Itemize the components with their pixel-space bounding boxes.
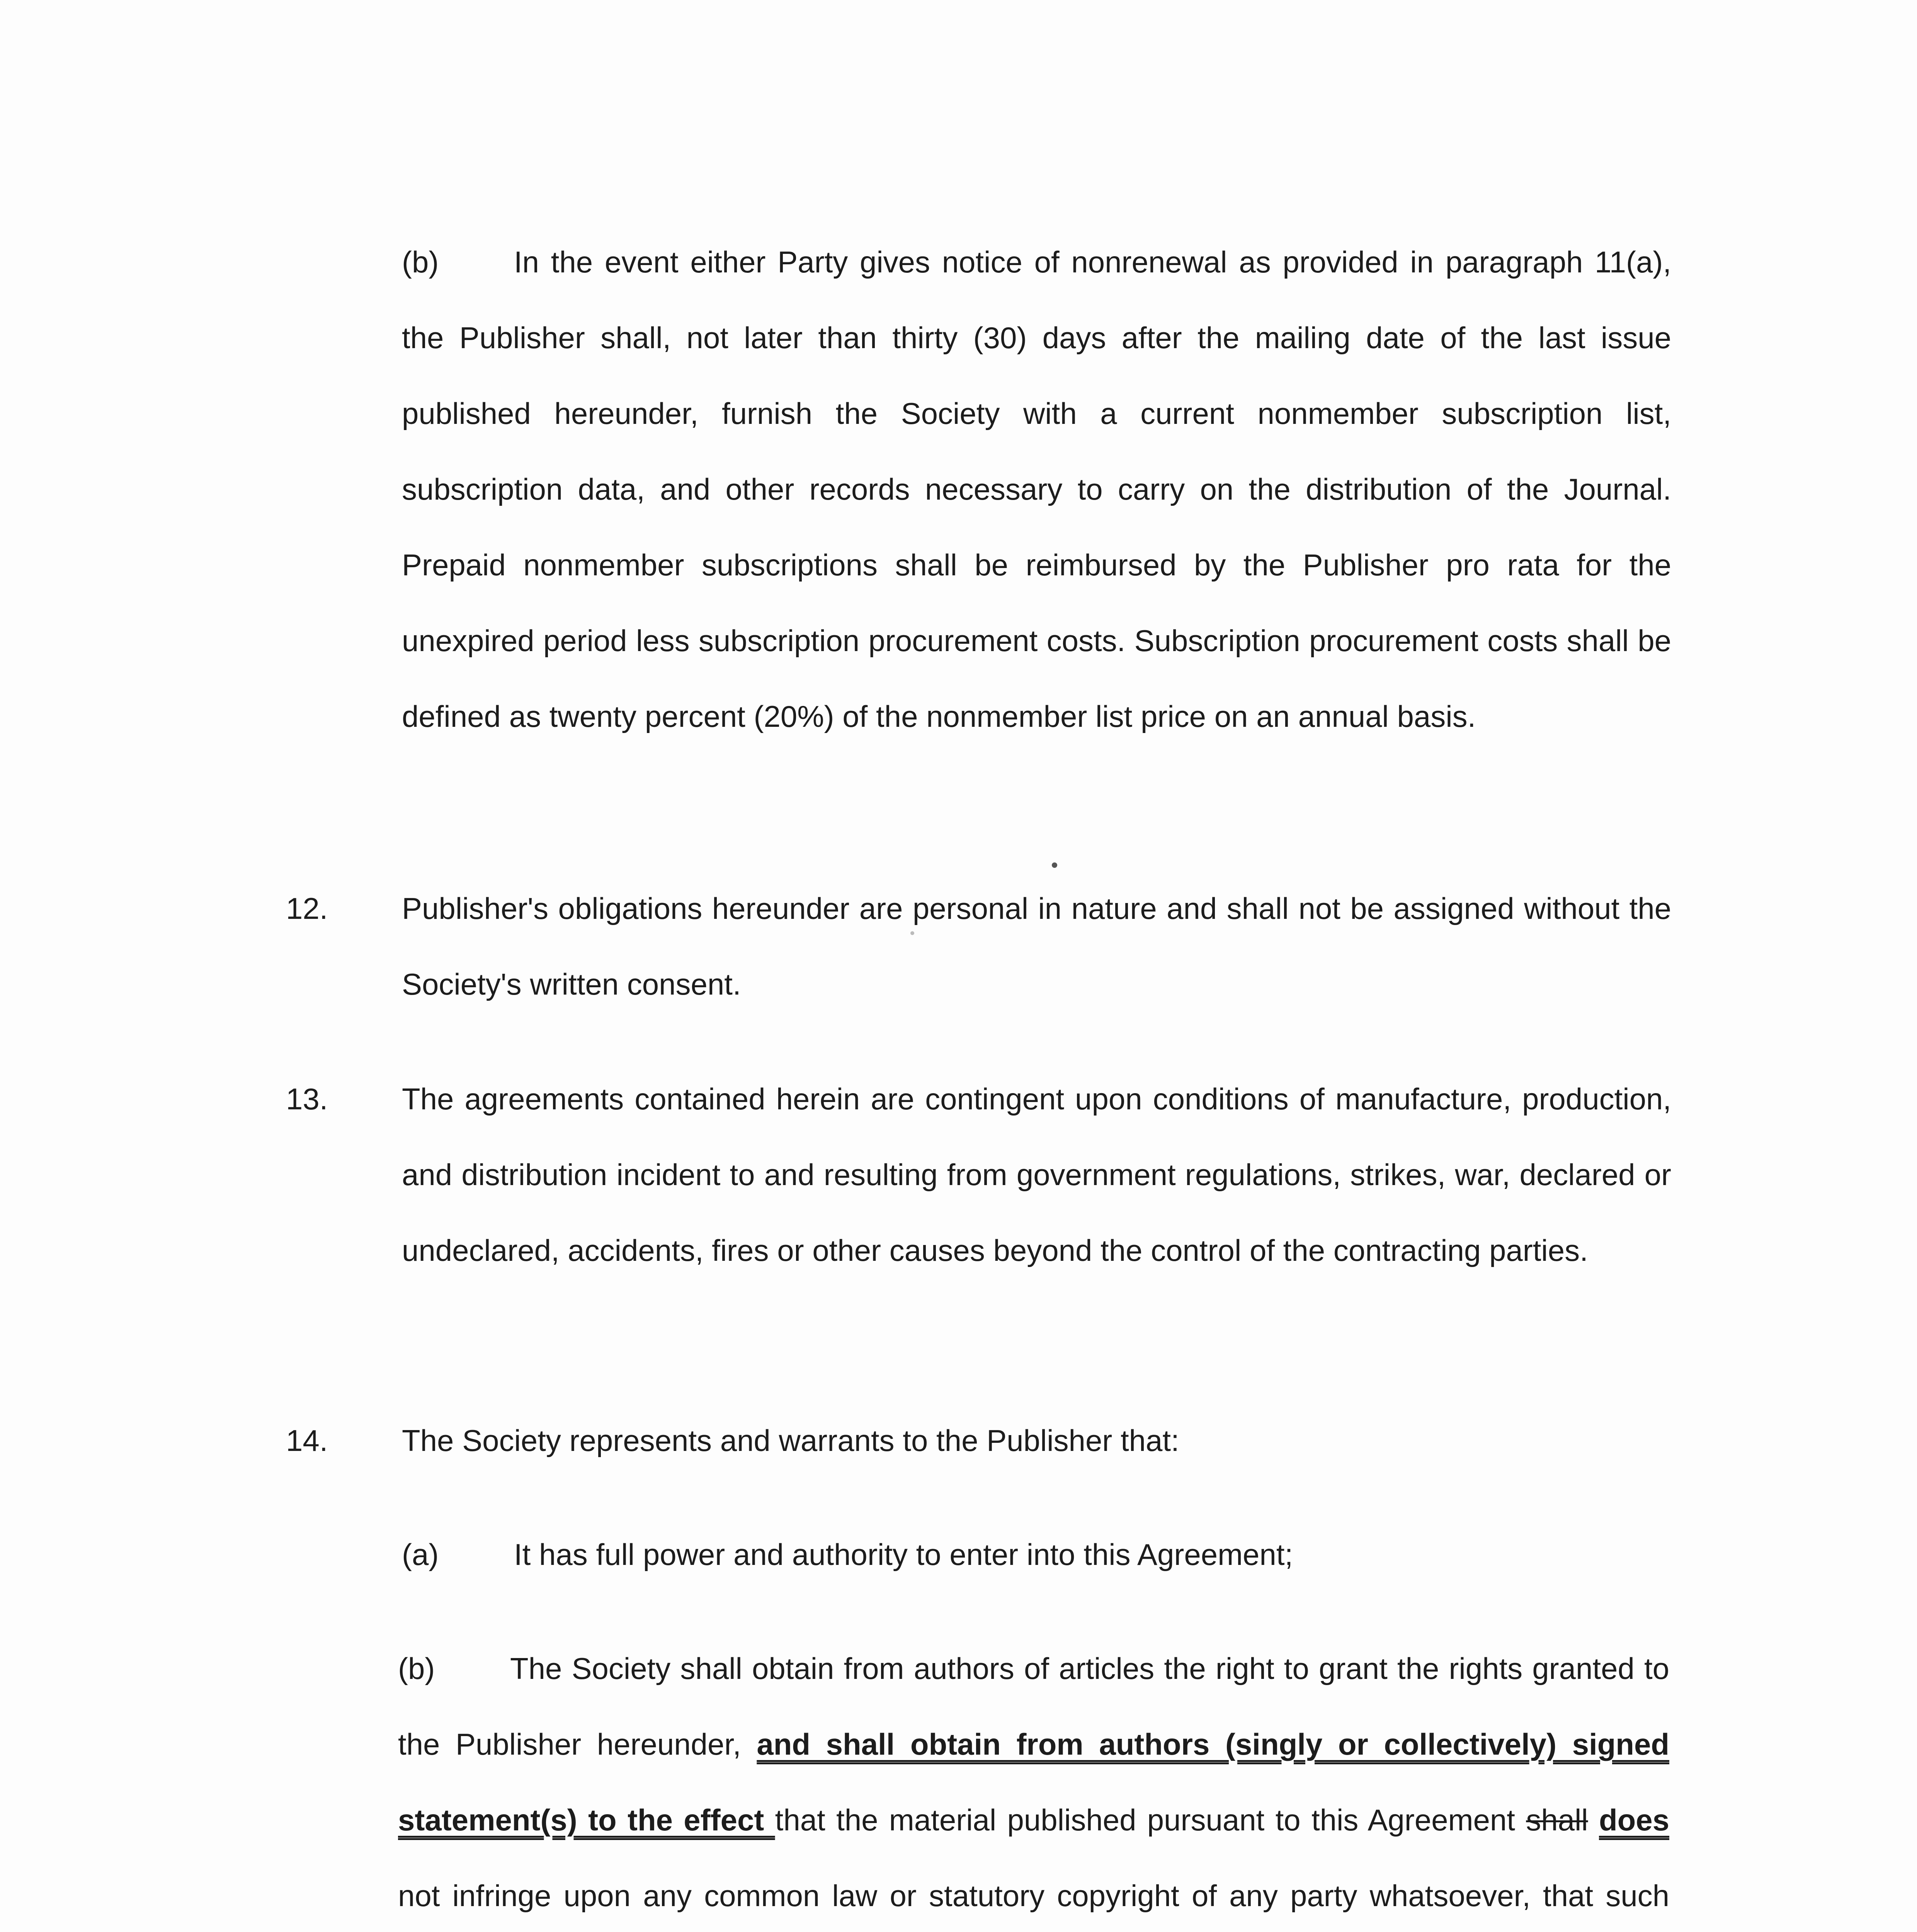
clause-14b (398, 1631, 1669, 1932)
clause-14a-label: (a) (402, 1537, 439, 1571)
clause-14-intro: The Society represents and warrants to the Publisher that: (402, 1423, 1179, 1458)
clause-14-number: 14. (286, 1423, 328, 1458)
clause-14a-text: It has full power and authority to enter into this Agreement; (514, 1537, 1293, 1571)
clause-14b-label: (b) (398, 1651, 435, 1685)
clause-12-text: Publisher's obligations hereunder are personal in nature and shall not be assigned without the Society's written consent. (402, 891, 1671, 1001)
clause-11b-text: In the event either Party gives notice of nonrenewal as provided in paragraph 11(a), the Publisher shall, not later than thirty (30) days after the mailing date of the last issue published hereunder, furnish the Society with a current nonmember subscription list, subscription data, and other records necessary to carry on the distribution of the Journal. Prepaid nonmember subscriptions shall be reimbursed by the Publisher pro rata for the unexpired period less subscription procurement costs. Subscription procurement costs shall be defined as twenty percent (20%) of the nonmember list price on an annual basis. (402, 245, 1671, 733)
clause-11b-label: (b) (402, 245, 439, 279)
clause-14b-text-4: not infringe upon any common law or statutory copyright of any party whatsoever, that such (398, 1879, 1669, 1913)
deleted-text: shall (1526, 1803, 1588, 1837)
clause-13-number: 13. (286, 1082, 328, 1116)
scan-speck (1052, 862, 1057, 868)
inserted-text: and shall obtain from authors (singly or collectively) signed statement(s) to the effect (398, 1727, 1669, 1837)
clause-14b-text-2: that the material published pursuant to this Agreement (775, 1803, 1526, 1837)
clause-12-number: 12. (286, 891, 328, 925)
inserted-text: does (1599, 1803, 1669, 1837)
clause-14b-text-1: The Society shall obtain from authors of articles the right to grant the rights granted to the Publisher hereunder, (398, 1651, 1669, 1761)
clause-13-text: The agreements contained herein are contingent upon conditions of manufacture, production, and distribution incident to and resulting from government regulations, strikes, war, declared or undeclared, accidents, fires or other causes beyond the control of the contracting parties. (402, 1082, 1671, 1267)
clause-14a (402, 1517, 1671, 1592)
clause-11b (402, 224, 1671, 754)
clause-14b-text-3 (1588, 1803, 1599, 1837)
